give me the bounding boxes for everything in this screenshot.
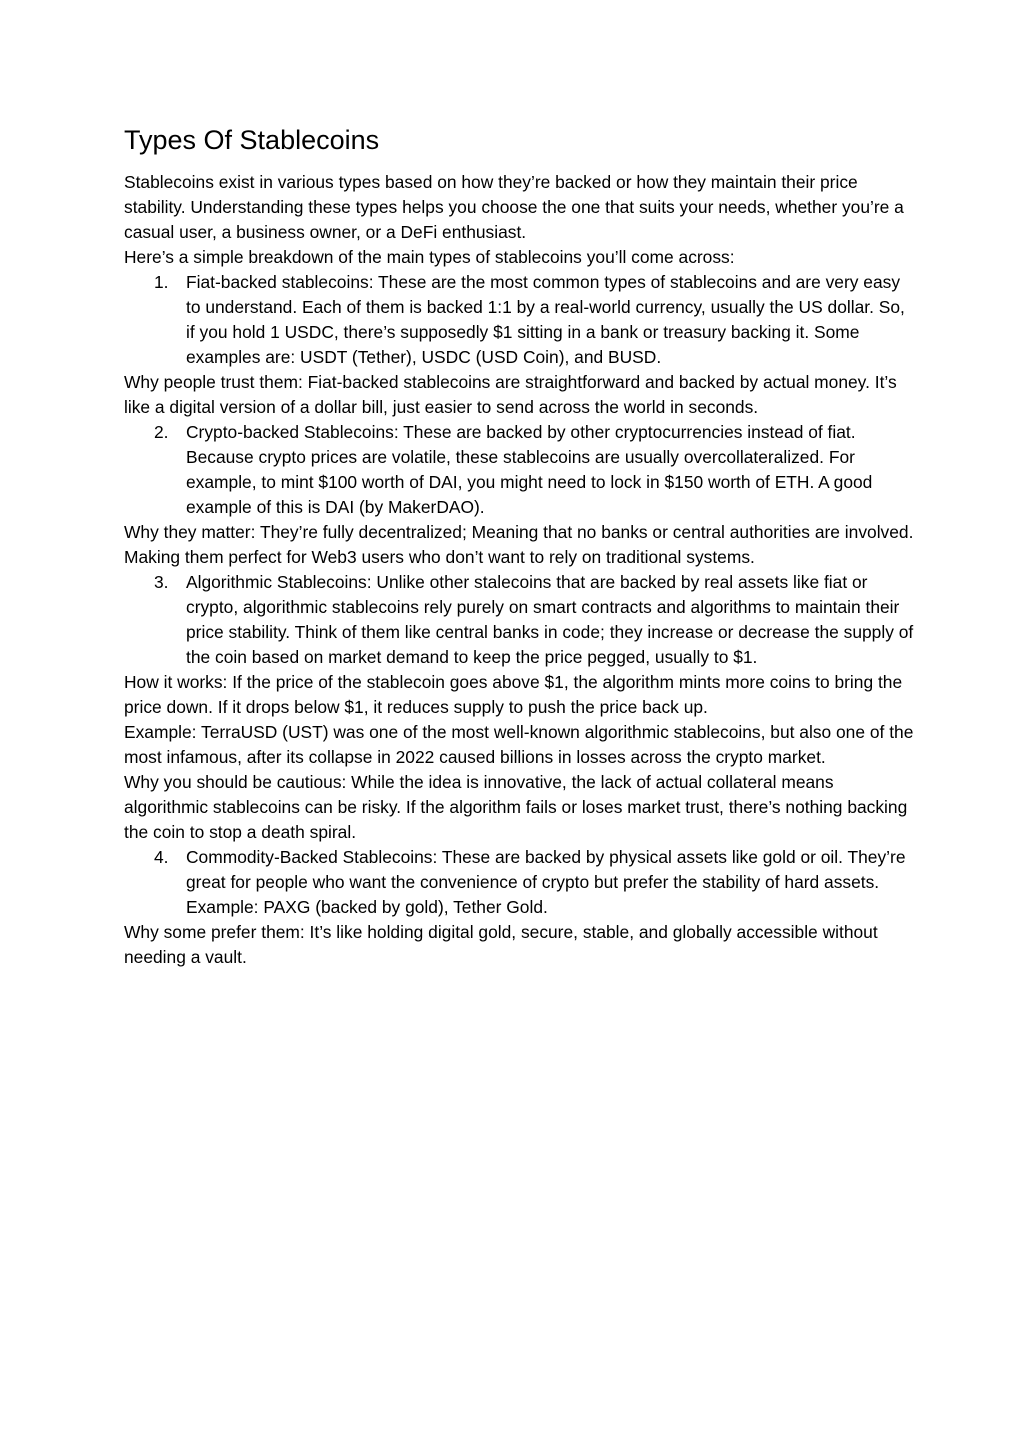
list-item-text: Algorithmic Stablecoins: Unlike other stalecoins that are backed by real assets like fiat or crypto, algorithmic stablecoins rely purely on smart contracts and algorithms to maintain their price stability. Think of them like central banks in code; they increase or decrease the supply of the coin based on market demand to keep the price pegged, usually to $1. bbox=[186, 572, 914, 667]
list-item-text: Crypto-backed Stablecoins: These are backed by other cryptocurrencies instead of fiat. Because crypto prices are volatile, these stablecoins are usually overcollateralized. For example, to mint $100 worth of DAI, you might need to lock in $150 worth of ETH. A good example of this is DAI (by MakerDAO). bbox=[186, 422, 873, 517]
example-paragraph: Example: TerraUSD (UST) was one of the most well-known algorithmic stablecoins, but also one of the most infamous, after its collapse in 2022 caused billions in losses across the crypto market. bbox=[124, 722, 914, 767]
list-item-crypto-backed bbox=[124, 420, 914, 520]
list-item-text: Fiat-backed stablecoins: These are the most common types of stablecoins and are very easy to understand. Each of them is backed 1:1 by a real-world currency, usually the US dollar. So, if you hold 1 USDC, there’s supposedly $1 sitting in a bank or treasury backing it. Some examples are: USDT (Tether), USDC (USD Coin), and BUSD. bbox=[186, 272, 905, 367]
list-number: 3. bbox=[154, 572, 169, 592]
list-item-fiat-backed bbox=[124, 270, 914, 370]
fiat-trust-paragraph: Why people trust them: Fiat-backed stablecoins are straightforward and backed by actual money. It’s like a digital version of a dollar bill, just easier to send across the world in seconds. bbox=[124, 372, 897, 417]
list-number: 1. bbox=[154, 272, 169, 292]
caution-paragraph: Why you should be cautious: While the idea is innovative, the lack of actual collateral means algorithmic stablecoins can be risky. If the algorithm fails or loses market trust, there’s nothing backing the coin to stop a death spiral. bbox=[124, 772, 908, 842]
prefer-paragraph: Why some prefer them: It’s like holding digital gold, secure, stable, and globally accessible without needing a vault. bbox=[124, 922, 878, 967]
list-number: 2. bbox=[154, 422, 169, 442]
list-item-algorithmic bbox=[124, 570, 914, 670]
document-page bbox=[124, 120, 914, 970]
crypto-matter-paragraph: Why they matter: They’re fully decentralized; Meaning that no banks or central authorities are involved. Making them perfect for Web3 users who don’t want to rely on traditional systems. bbox=[124, 522, 914, 567]
document-title: Types Of Stablecoins bbox=[124, 125, 380, 155]
list-item-commodity-backed bbox=[124, 845, 914, 920]
how-it-works-paragraph: How it works: If the price of the stablecoin goes above $1, the algorithm mints more coins to bring the price down. If it drops below $1, it reduces supply to push the price back up. bbox=[124, 672, 903, 717]
list-number: 4. bbox=[154, 847, 169, 867]
list-item-text: Commodity-Backed Stablecoins: These are backed by physical assets like gold or oil. They’re great for people who want the convenience of crypto but prefer the stability of hard assets. Example: PAXG (backed by gold), Tether Gold. bbox=[186, 847, 906, 917]
intro-paragraph: Stablecoins exist in various types based on how they’re backed or how they maintain their price stability. Understanding these types helps you choose the one that suits your needs, whether you’re a casual user, a business owner, or a DeFi enthusiast. bbox=[124, 172, 904, 242]
breakdown-intro: Here’s a simple breakdown of the main types of stablecoins you’ll come across: bbox=[124, 247, 735, 267]
